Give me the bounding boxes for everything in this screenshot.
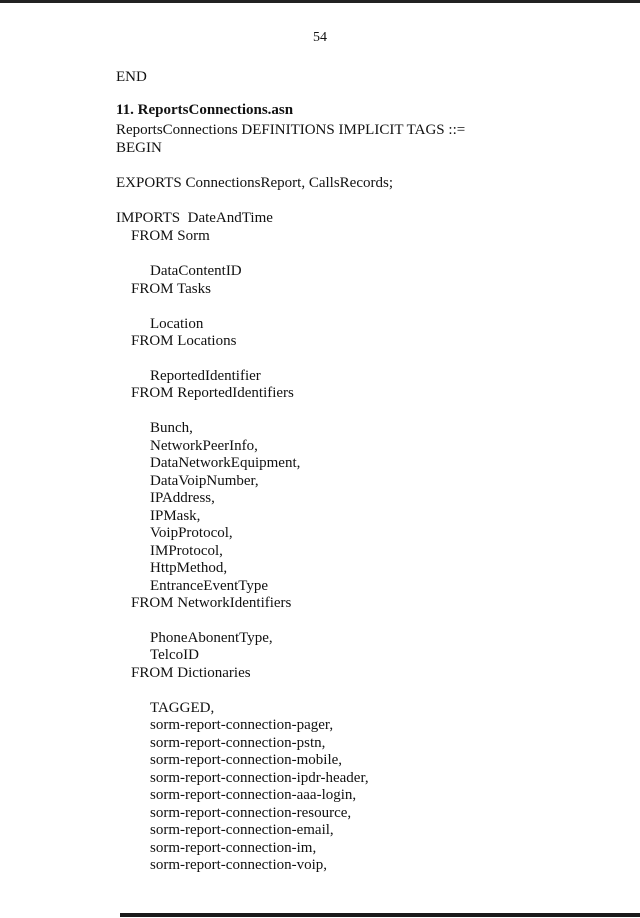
import-item: sorm-report-connection-im, [150, 840, 317, 856]
from-line: FROM NetworkIdentifiers [131, 595, 292, 611]
page-bottom-edge [120, 913, 640, 917]
import-item: Bunch, [150, 420, 193, 436]
page-number: 54 [313, 30, 327, 45]
import-item: sorm-report-connection-aaa-login, [150, 787, 357, 803]
module-definition-line: ReportsConnections DEFINITIONS IMPLICIT TAGS ::= [116, 122, 466, 138]
page-top-edge [0, 0, 640, 3]
begin-keyword: BEGIN [116, 140, 162, 156]
import-item: IPAddress, [150, 490, 215, 506]
import-item: Location [150, 316, 204, 332]
import-item: TAGGED, [150, 700, 215, 716]
import-item: HttpMethod, [150, 560, 228, 576]
import-item: ReportedIdentifier [150, 368, 261, 384]
import-item: sorm-report-connection-mobile, [150, 752, 343, 768]
import-item: VoipProtocol, [150, 525, 233, 541]
import-item: sorm-report-connection-ipdr-header, [150, 770, 369, 786]
import-item: DataContentID [150, 263, 242, 279]
import-item: sorm-report-connection-voip, [150, 857, 328, 873]
imports-line: IMPORTS DateAndTime [116, 210, 273, 226]
import-item: sorm-report-connection-resource, [150, 805, 352, 821]
from-line: FROM Dictionaries [131, 665, 251, 681]
import-item: TelcoID [150, 647, 199, 663]
import-item: DataNetworkEquipment, [150, 455, 301, 471]
from-line: FROM Locations [131, 333, 237, 349]
import-item: PhoneAbonentType, [150, 630, 273, 646]
end-keyword: END [116, 69, 147, 85]
import-item: sorm-report-connection-pager, [150, 717, 334, 733]
from-line: FROM ReportedIdentifiers [131, 385, 294, 401]
import-item: sorm-report-connection-pstn, [150, 735, 326, 751]
exports-line: EXPORTS ConnectionsReport, CallsRecords; [116, 175, 394, 191]
import-item: IPMask, [150, 508, 201, 524]
import-item: sorm-report-connection-email, [150, 822, 334, 838]
from-line: FROM Tasks [131, 281, 211, 297]
import-item: EntranceEventType [150, 578, 269, 594]
import-item: NetworkPeerInfo, [150, 438, 258, 454]
section-heading: 11. ReportsConnections.asn [116, 102, 294, 118]
import-item: IMProtocol, [150, 543, 223, 559]
from-line: FROM Sorm [131, 228, 210, 244]
import-item: DataVoipNumber, [150, 473, 259, 489]
